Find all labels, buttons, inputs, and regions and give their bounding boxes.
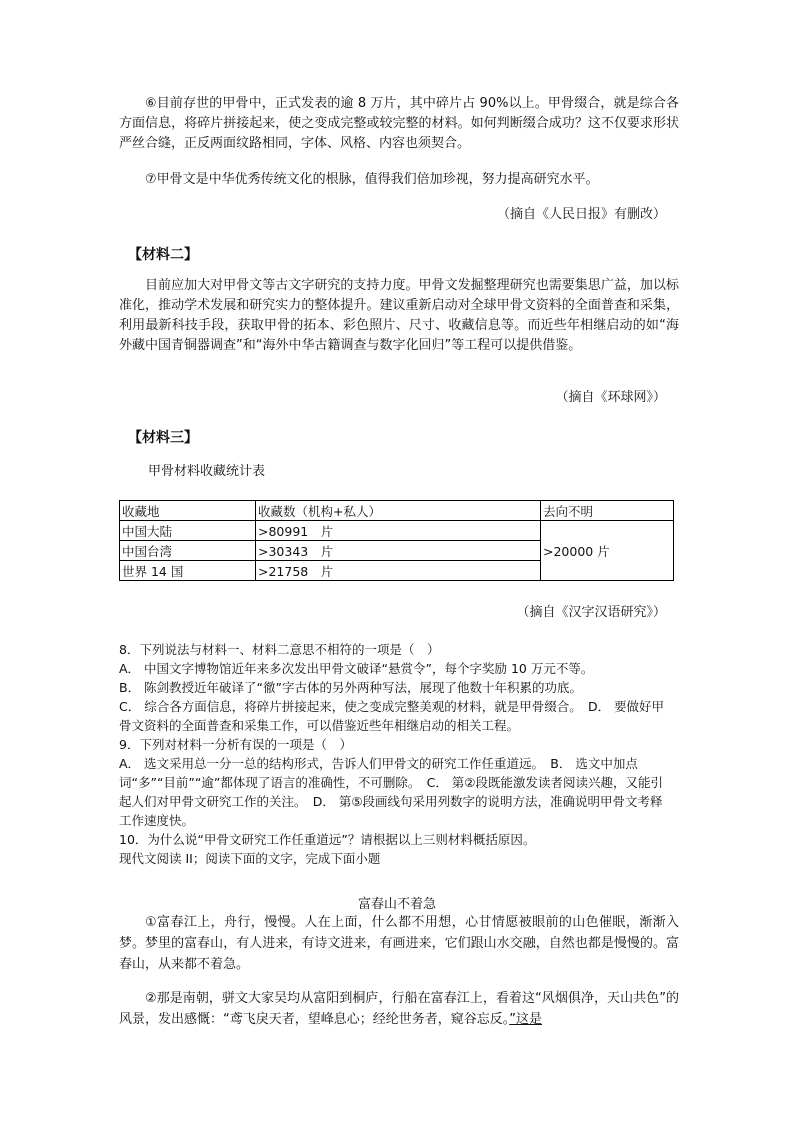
table-row [120, 521, 674, 541]
header-place: 收藏地 [120, 501, 256, 521]
material3-heading: 【材料三】 [128, 430, 198, 446]
essay-paragraph-2 [119, 988, 679, 1030]
row-count: >21758 片 [256, 561, 541, 581]
row-place: 中国台湾 [120, 541, 256, 561]
question-8-option-b: B． 陈剑教授近年破译了“徹”字古体的另外两种写法，展现了他数十年积累的功底。 [119, 680, 583, 695]
row-count: >30343 片 [256, 541, 541, 561]
essay-paragraph-2-text: ②那是南朝，骈文大家吴均从富阳到桐庐，行船在富春江上，看着这“风烟俱净，天山共色”的风景，发出感慨：“鸢飞戾天者，望峰息心；经纶世务者，窥谷忘反。 [119, 991, 679, 1027]
section-2-instruction: 现代文阅读 II；阅读下面的文字，完成下面小题 [119, 851, 381, 866]
question-9: 9．下列对材料一分析有误的一项是（ ） [119, 737, 352, 752]
unknown-count: >20000 片 [541, 521, 674, 581]
material2-source: （摘自《环球网》） [555, 390, 666, 405]
table-header-row [120, 501, 674, 521]
question-8-options-cd: C． 综合各方面信息，将碎片拼接起来，使之变成完整美观的材料，就是甲骨缀合。 D． 要做好甲骨文资料的全面普查和采集工作，可以借鉴近些年相继启动的相关工程。 [119, 699, 665, 733]
row-place: 中国大陆 [120, 521, 256, 541]
question-8: 8．下列说法与材料一、材料二意思不相符的一项是（ ） [119, 642, 440, 657]
essay-paragraph-1: ①富春江上，舟行，慢慢。人在上面，什么都不用想，心甘情愿被眼前的山色催眠，渐渐入梦。梦里的富春山，有人进来，有诗文进来，有画进来，它们跟山水交融，自然也都是慢慢的。富春山，从来都不着急。 [119, 915, 679, 972]
material2-heading: 【材料二】 [128, 247, 198, 263]
material1-paragraph-6: ⑥目前存世的甲骨中，正式发表的逾 8 万片，其中碎片占 90%以上。甲骨缀合，就是综合各方面信息，将碎片拼接起来，使之变成完整或较完整的材料。如何判断缀合成功？这不仅要求形状严丝合缝，正反两面纹路相同，字体、风格、内容也须契合。 [119, 96, 679, 151]
questions-block [119, 640, 675, 868]
header-unknown: 去向不明 [541, 501, 674, 521]
table-title: 甲骨材料收藏统计表 [148, 464, 266, 479]
underlined-sentence: ”这是 [509, 1012, 542, 1027]
question-10: 10．为什么说“甲骨文研究工作任重道远”？请根据以上三则材料概括原因。 [119, 832, 536, 847]
material2-body: 目前应加大对甲骨文等古文字研究的支持力度。甲骨文发掘整理研究也需要集思广益，加以标准化，推动学术发展和研究实力的整体提升。建议重新启动对全球甲骨文资料的全面普查和采集，利用最新科技手段，获取甲骨的拓本、彩色照片、尺寸、收藏信息等。而近些年相继启动的如“海外藏中国青铜器调查”和“海外中华古籍调查与数字化回归”等工程可以提供借鉴。 [119, 278, 679, 353]
row-place: 世界 14 国 [120, 561, 256, 581]
essay-title: 富春山不着急 [357, 897, 436, 912]
row-count: >80991 片 [256, 521, 541, 541]
material3-source: （摘自《汉字汉语研究》） [516, 605, 666, 620]
collection-stats-table [119, 500, 674, 581]
question-9-options: A． 选文采用总一分一总的结构形式，告诉人们甲骨文的研究工作任重道远。 B． 选文中加点词“多”“目前”“逾”都体现了语言的准确性，不可删除。 C． 第②段既能激发读者阅读兴趣，又能引起人们对甲骨文研究工作的关注。 D． 第⑤段画线句采用列数字的说明方法，准确说明甲骨文考释工作速度快。 [119, 756, 664, 828]
header-count: 收藏数（机构+私人） [256, 501, 541, 521]
question-8-option-a: A． 中国文字博物馆近年来多次发出甲骨文破译“悬赏令”，每个字奖励 10 万元不等。 [119, 661, 594, 676]
material1-paragraph-7: ⑦甲骨文是中华优秀传统文化的根脉，值得我们倍加珍视，努力提高研究水平。 [145, 172, 599, 187]
material1-source: （摘自《人民日报》有删改） [496, 207, 666, 222]
